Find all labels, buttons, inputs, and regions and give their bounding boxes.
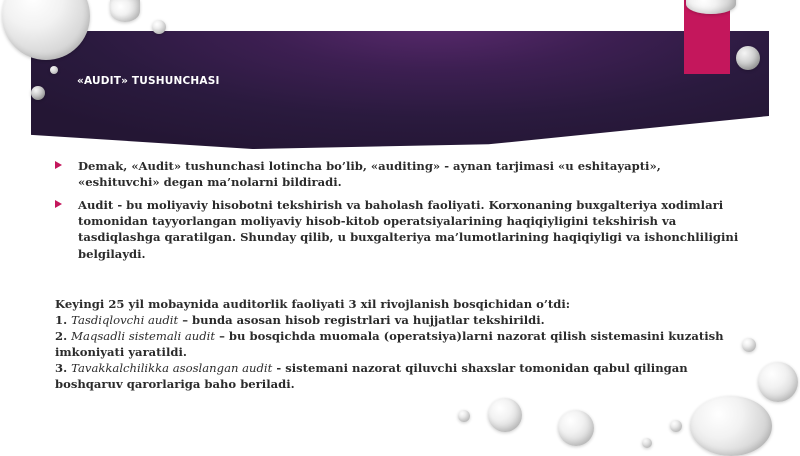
bubble-decoration <box>736 46 760 70</box>
bubble-decoration <box>488 398 522 432</box>
bullet-arrow-icon <box>55 161 62 169</box>
bubble-decoration <box>50 66 58 74</box>
stage-name: Tavakkalchilikka asoslangan audit <box>71 361 273 375</box>
stage-description: – bu bosqichda muomala (operatsiya)larni nazorat qilish sistemasini kuzatish imkoniyati yaratildi. <box>55 329 724 359</box>
bubble-decoration <box>31 86 45 100</box>
stage-number: 2. <box>55 329 68 343</box>
stage-item <box>55 328 735 360</box>
bubble-decoration <box>458 410 470 422</box>
title-banner <box>31 31 769 149</box>
bullet-text: Audit - bu moliyaviy hisobotni tekshirish va baholash faoliyati. Korxonaning buxgalteriya xodimlari tomonidan tayyorlangan moliyaviy hisob-kitob operatsiyalarining haqiqiyligini tekshirish va tasdiqlashga qaratilgan. Shunday qilib, u buxgalteriya ma’lumotlarining haqiqiyligi va ishonchliligini belgilaydi. <box>78 198 739 261</box>
bullet-item <box>55 197 745 262</box>
stages-intro: Keyingi 25 yil mobaynida auditorlik faoliyati 3 xil rivojlanish bosqichidan o’tdi: <box>55 297 571 311</box>
bubble-decoration <box>742 338 756 352</box>
stage-number: 1. <box>55 313 68 327</box>
bullet-item <box>55 158 745 190</box>
stage-item <box>55 360 735 392</box>
bubble-decoration <box>690 396 772 456</box>
bubble-decoration <box>642 438 652 448</box>
bubble-decoration <box>758 362 798 402</box>
stage-description: - sistemani nazorat qiluvchi shaxslar tomonidan qabul qilingan boshqaruv qarorlariga baho beriladi. <box>55 361 688 391</box>
stage-description: – bunda asosan hisob registrlari va hujjatlar tekshirildi. <box>178 313 545 327</box>
bubble-decoration <box>670 420 682 432</box>
bullet-text: Demak, «Audit» tushunchasi lotincha bo’lib, «auditing» - aynan tarjimasi «u eshitayapti», «eshituvchi» degan ma’nolarni bildiradi. <box>78 159 661 190</box>
stage-name: Maqsadli sistemali audit <box>71 329 216 343</box>
stages-paragraph <box>55 296 735 392</box>
stage-number: 3. <box>55 361 68 375</box>
slide-title: «AUDIT» TUSHUNCHASI <box>77 75 220 87</box>
stage-item <box>55 312 735 328</box>
bullet-arrow-icon <box>55 200 62 208</box>
stage-name: Tasdiqlovchi audit <box>71 313 179 327</box>
bubble-decoration <box>110 0 140 22</box>
bubble-decoration <box>558 410 594 446</box>
bubble-decoration <box>152 20 166 34</box>
